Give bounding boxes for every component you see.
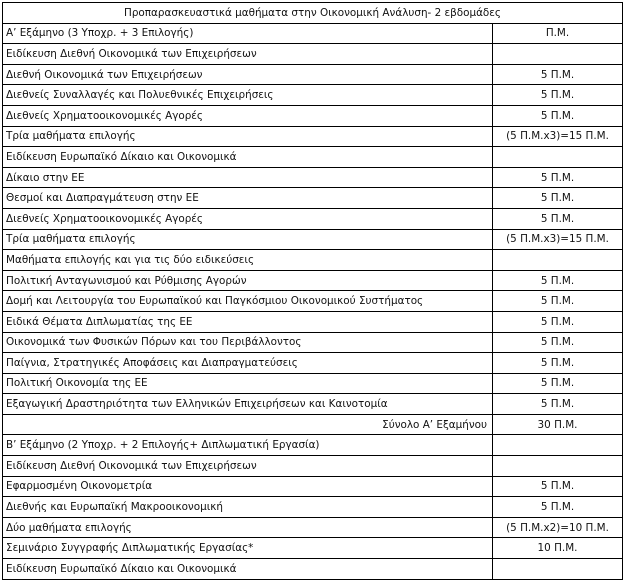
table-row (3, 229, 623, 250)
course-name-cell: Δομή και Λειτουργία του Ευρωπαϊκού και Παγκόσμιου Οικονομικού Συστήματος (3, 291, 493, 312)
credits-cell: 5 Π.Μ. (493, 105, 623, 126)
table-row (3, 353, 623, 374)
table-row (3, 332, 623, 353)
table-row (3, 394, 623, 415)
table-title: Προπαρασκευαστικά μαθήματα στην Οικονομική Ανάλυση- 2 εβδομάδες (3, 3, 623, 24)
table-row (3, 373, 623, 394)
course-name-cell: Σεμινάριο Συγγραφής Διπλωματικής Εργασίας* (3, 538, 493, 559)
credits-cell: (5 Π.Μ.x3)=15 Π.Μ. (493, 229, 623, 250)
table-row (3, 85, 623, 106)
course-name-cell: Ειδίκευση Διεθνή Οικονομικά των Επιχειρήσεων (3, 44, 493, 65)
curriculum-table (2, 2, 623, 580)
credits-cell: 5 Π.Μ. (493, 64, 623, 85)
credits-cell (493, 559, 623, 580)
credits-cell: 5 Π.Μ. (493, 373, 623, 394)
credits-cell (493, 147, 623, 168)
table-row (3, 270, 623, 291)
table-row (3, 105, 623, 126)
course-name-cell: Β’ Εξάμηνο (2 Υποχρ. + 2 Επιλογής+ Διπλωματική Εργασία) (3, 435, 493, 456)
course-name-cell: Εξαγωγική Δραστηριότητα των Ελληνικών Επιχειρήσεων και Καινοτομία (3, 394, 493, 415)
table-row (3, 147, 623, 168)
credits-cell (493, 435, 623, 456)
table-row (3, 188, 623, 209)
table-row (3, 497, 623, 518)
course-name-cell: Παίγνια, Στρατηγικές Αποφάσεις και Διαπραγματεύσεις (3, 353, 493, 374)
credits-cell: 5 Π.Μ. (493, 291, 623, 312)
course-name-cell: Πολιτική Οικονομία της ΕΕ (3, 373, 493, 394)
course-name-cell: Ειδίκευση Ευρωπαϊκό Δίκαιο και Οικονομικά (3, 559, 493, 580)
course-name-cell: Ειδίκευση Διεθνή Οικονομικά των Επιχειρήσεων (3, 456, 493, 477)
course-name-cell: Τρία μαθήματα επιλογής (3, 126, 493, 147)
credits-cell: 10 Π.Μ. (493, 538, 623, 559)
course-name-cell: Μαθήματα επιλογής και για τις δύο ειδικεύσεις (3, 250, 493, 271)
table-row (3, 208, 623, 229)
course-name-cell: Εφαρμοσμένη Οικονομετρία (3, 476, 493, 497)
course-name-cell: Διεθνείς Συναλλαγές και Πολυεθνικές Επιχειρήσεις (3, 85, 493, 106)
credits-cell (493, 456, 623, 477)
credits-cell (493, 44, 623, 65)
credits-cell: 5 Π.Μ. (493, 394, 623, 415)
credits-cell (493, 250, 623, 271)
course-name-cell: Τρία μαθήματα επιλογής (3, 229, 493, 250)
credits-cell: 5 Π.Μ. (493, 497, 623, 518)
table-row (3, 291, 623, 312)
credits-cell: 5 Π.Μ. (493, 270, 623, 291)
table-row (3, 23, 623, 44)
credits-cell: Π.Μ. (493, 23, 623, 44)
credits-cell: 5 Π.Μ. (493, 85, 623, 106)
course-name-cell: Δύο μαθήματα επιλογής (3, 517, 493, 538)
credits-cell: 5 Π.Μ. (493, 332, 623, 353)
table-row (3, 435, 623, 456)
table-title-row (3, 3, 623, 24)
credits-cell: 5 Π.Μ. (493, 353, 623, 374)
course-name-cell: Οικονομικά των Φυσικών Πόρων και του Περιβάλλοντος (3, 332, 493, 353)
credits-cell: 5 Π.Μ. (493, 208, 623, 229)
table-row (3, 538, 623, 559)
table-row (3, 64, 623, 85)
credits-cell: (5 Π.Μ.x2)=10 Π.Μ. (493, 517, 623, 538)
credits-cell: 30 Π.Μ. (493, 414, 623, 435)
course-name-cell: Πολιτική Ανταγωνισμού και Ρύθμισης Αγορών (3, 270, 493, 291)
course-name-cell: Διεθνείς Χρηματοοικονομικές Αγορές (3, 208, 493, 229)
credits-cell: 5 Π.Μ. (493, 167, 623, 188)
table-row (3, 476, 623, 497)
course-name-cell: Διεθνή Οικονομικά των Επιχειρήσεων (3, 64, 493, 85)
credits-cell: 5 Π.Μ. (493, 476, 623, 497)
credits-cell: 5 Π.Μ. (493, 311, 623, 332)
table-row (3, 559, 623, 580)
course-name-cell: Ειδικά Θέματα Διπλωματίας της ΕΕ (3, 311, 493, 332)
course-name-cell: Δίκαιο στην ΕΕ (3, 167, 493, 188)
table-row (3, 414, 623, 435)
table-row (3, 456, 623, 477)
table-row (3, 44, 623, 65)
course-name-cell: Θεσμοί και Διαπραγμάτευση στην ΕΕ (3, 188, 493, 209)
course-name-cell: Διεθνείς Χρηματοοικονομικές Αγορές (3, 105, 493, 126)
curriculum-table-body (3, 3, 623, 580)
table-row (3, 517, 623, 538)
course-name-cell: Σύνολο Α’ Εξαμήνου (3, 414, 493, 435)
credits-cell: 5 Π.Μ. (493, 188, 623, 209)
table-row (3, 311, 623, 332)
course-name-cell: Διεθνής και Ευρωπαϊκή Μακροοικονομική (3, 497, 493, 518)
table-row (3, 126, 623, 147)
table-row (3, 250, 623, 271)
table-row (3, 167, 623, 188)
course-name-cell: Α’ Εξάμηνο (3 Υποχρ. + 3 Επιλογής) (3, 23, 493, 44)
credits-cell: (5 Π.Μ.x3)=15 Π.Μ. (493, 126, 623, 147)
course-name-cell: Ειδίκευση Ευρωπαϊκό Δίκαιο και Οικονομικά (3, 147, 493, 168)
